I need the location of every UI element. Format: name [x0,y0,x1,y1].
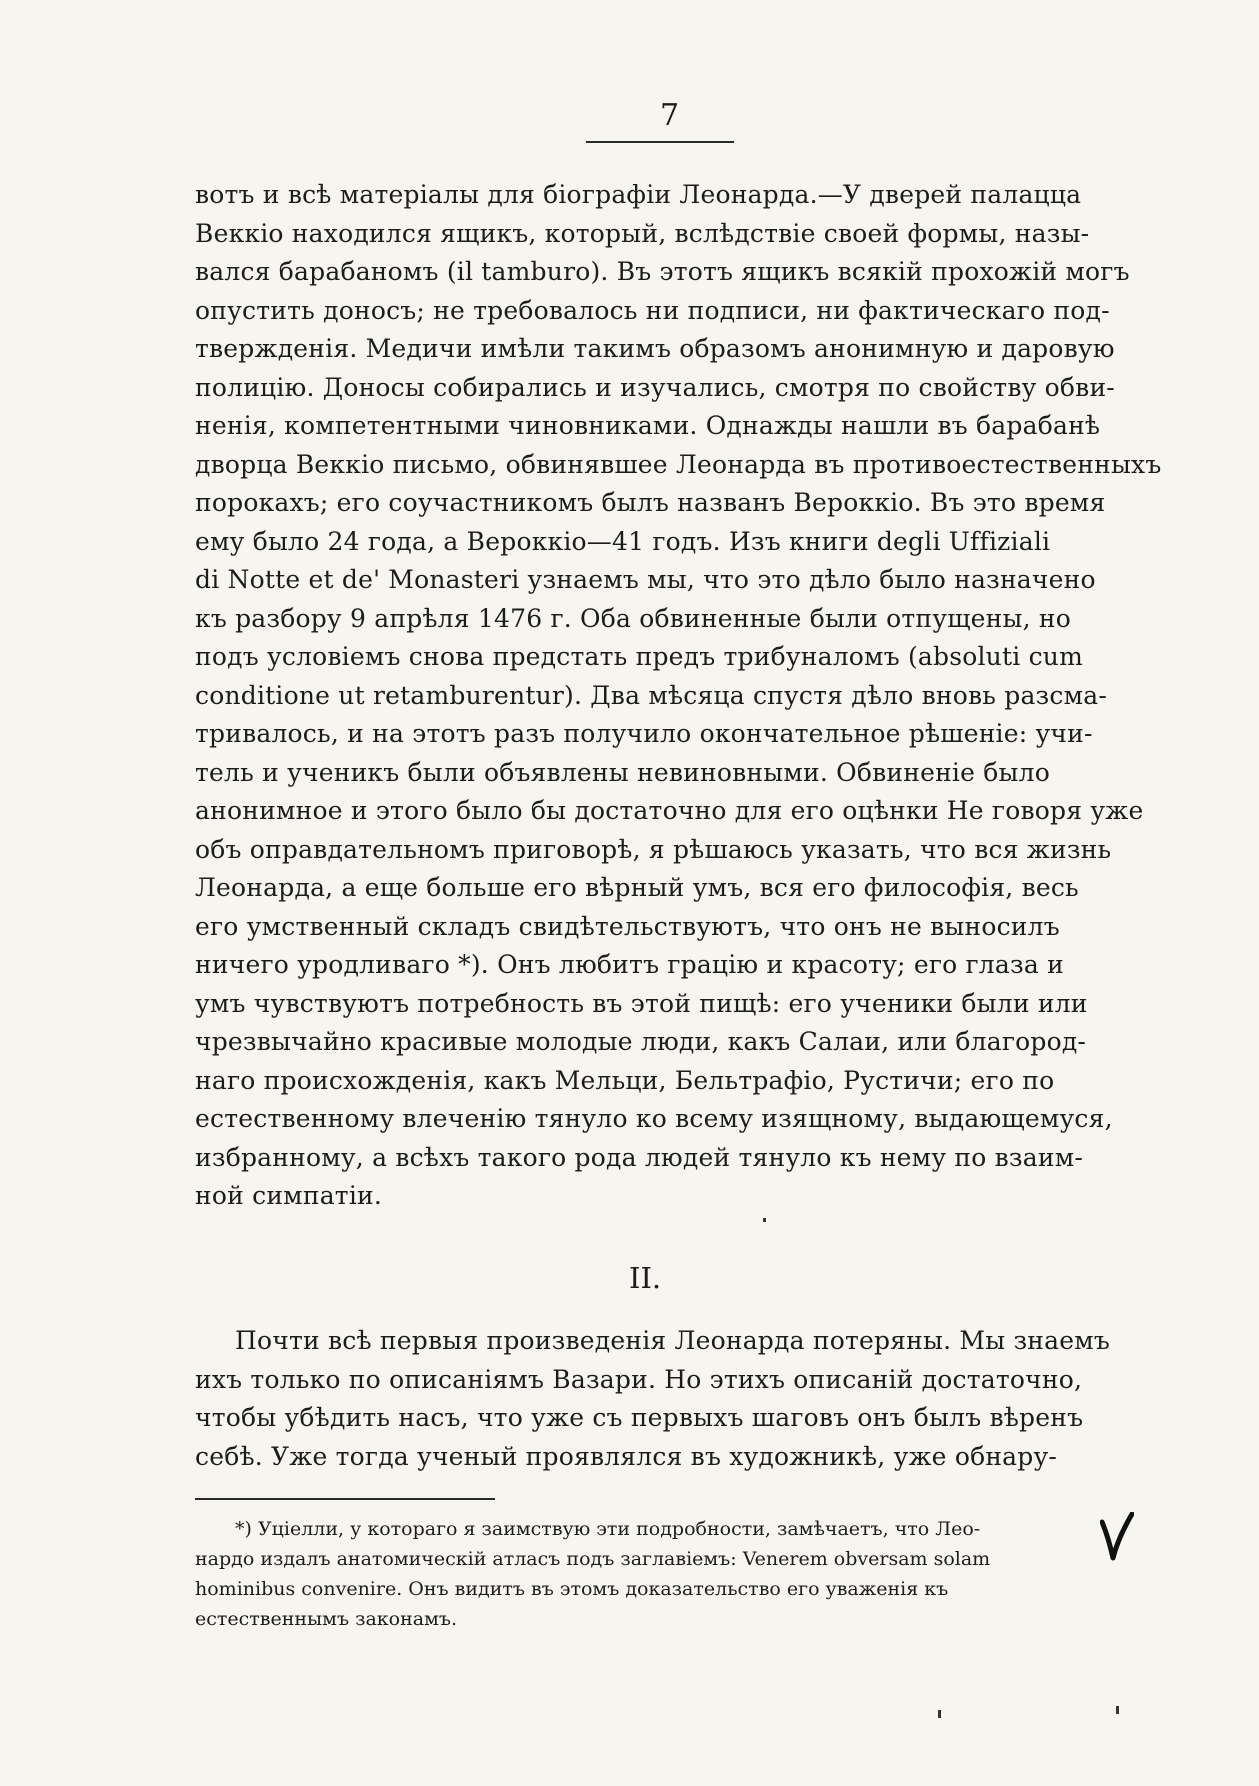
scan-speck [938,1710,941,1718]
footnote-line: естественнымъ законамъ. [195,1608,457,1630]
text-line: твержденія. Медичи имѣли такимъ образомъ анонимную и даровую [195,334,1115,363]
footnote [195,1514,1101,1634]
paragraph-1 [195,176,1162,1216]
text-line: тель и ученикъ были объявлены невиновными. Обвиненіе было [195,757,1050,787]
section-heading: II. [629,1261,662,1295]
text-line: вался барабаномъ (il tamburo). Въ этотъ ящикъ всякій прохожій могъ [195,257,1130,286]
text-line: избранному, а всѣхъ такого рода людей тянуло къ нему по взаим- [195,1142,1084,1172]
text-line: ничего уродливаго *). Онъ любитъ грацію и красоту; его глаза и [195,950,1064,979]
text-line: опустить доносъ; не требовалось ни подписи, ни фактическаго под- [195,295,1110,325]
handwritten-checkmark-icon [1100,1512,1134,1564]
scan-speck [763,1218,766,1222]
text-line: вотъ и всѣ матеріалы для біографіи Леонарда.—У дверей палацца [195,180,1082,209]
text-line: его умственный складъ свидѣтельствуютъ, что онъ не выносилъ [195,911,1060,941]
footnote-line: hominibus convenire. Онъ видитъ въ этомъ доказательство его уваженія къ [195,1578,949,1600]
footnote-line: *) Уціелли, у котораго я заимствую эти подробности, замѣчаетъ, что Лео- [235,1518,981,1540]
text-line: ной симпатіи. [195,1181,383,1210]
text-line: di Notte et de' Monasteri узнаемъ мы, что это дѣло было назначено [195,565,1096,594]
page-number-rule [586,141,734,143]
text-line: къ разбору 9 апрѣля 1476 г. Оба обвиненные были отпущены, но [195,603,1072,633]
text-line: Леонарда, а еще больше его вѣрный умъ, вся его философія, весь [195,873,1079,902]
footnote-line: нардо издалъ анатомическій атласъ подъ заглавіемъ: Venerem obversam solam [195,1548,991,1570]
scan-speck [1116,1706,1119,1714]
text-line: естественному влеченію тянуло ко всему изящному, выдающемуся, [195,1104,1113,1133]
text-line: себѣ. Уже тогда ученый проявлялся въ художникѣ, уже обнару- [195,1441,1058,1471]
text-line: объ оправдательномъ приговорѣ, я рѣшаюсь указать, что вся жизнь [195,834,1112,864]
page-number: 7 [660,98,680,133]
text-line: подъ условіемъ снова предстать предъ трибуналомъ (absoluti cum [195,642,1083,671]
text-line: наго происхожденія, какъ Мельци, Бельтрафіо, Рустичи; его по [195,1065,1055,1095]
text-line: чтобы убѣдить насъ, что уже съ первыхъ шаговъ онъ былъ вѣренъ [195,1403,1084,1432]
text-line: порокахъ; его соучастникомъ былъ названъ Вероккіо. Въ это время [195,488,1106,517]
text-line: Веккіо находился ящикъ, который, вслѣдствіе своей формы, назы- [195,218,1090,248]
text-line: дворца Веккіо письмо, обвинявшее Леонарда въ противоестественныхъ [195,449,1162,479]
text-line: ему было 24 года, а Вероккіо—41 годъ. Изъ книги degli Uffiziali [195,526,1051,556]
text-line: тривалось, и на этотъ разъ получило окончательное рѣшеніе: учи- [195,719,1093,748]
paragraph-2 [195,1322,1111,1476]
text-line: ненія, компетентными чиновниками. Однажды нашли въ барабанѣ [195,411,1101,440]
text-line: чрезвычайно красивые молодые люди, какъ Салаи, или благород- [195,1027,1087,1056]
text-line: полицію. Доносы собирались и изучались, смотря по свойству обви- [195,372,1115,402]
text-line: умъ чувствуютъ потребность въ этой пищѣ: его ученики были или [195,988,1088,1018]
text-line: conditione ut retamburentur). Два мѣсяца спустя дѣло вновь разсма- [195,680,1107,710]
footnote-rule [195,1498,495,1500]
text-line: ихъ только по описаніямъ Вазари. Но этихъ описаній достаточно, [195,1364,1083,1394]
text-line: Почти всѣ первыя произведенія Леонарда потеряны. Мы знаемъ [235,1326,1111,1355]
text-line: анонимное и этого было бы достаточно для его оцѣнки Не говоря уже [195,796,1144,825]
